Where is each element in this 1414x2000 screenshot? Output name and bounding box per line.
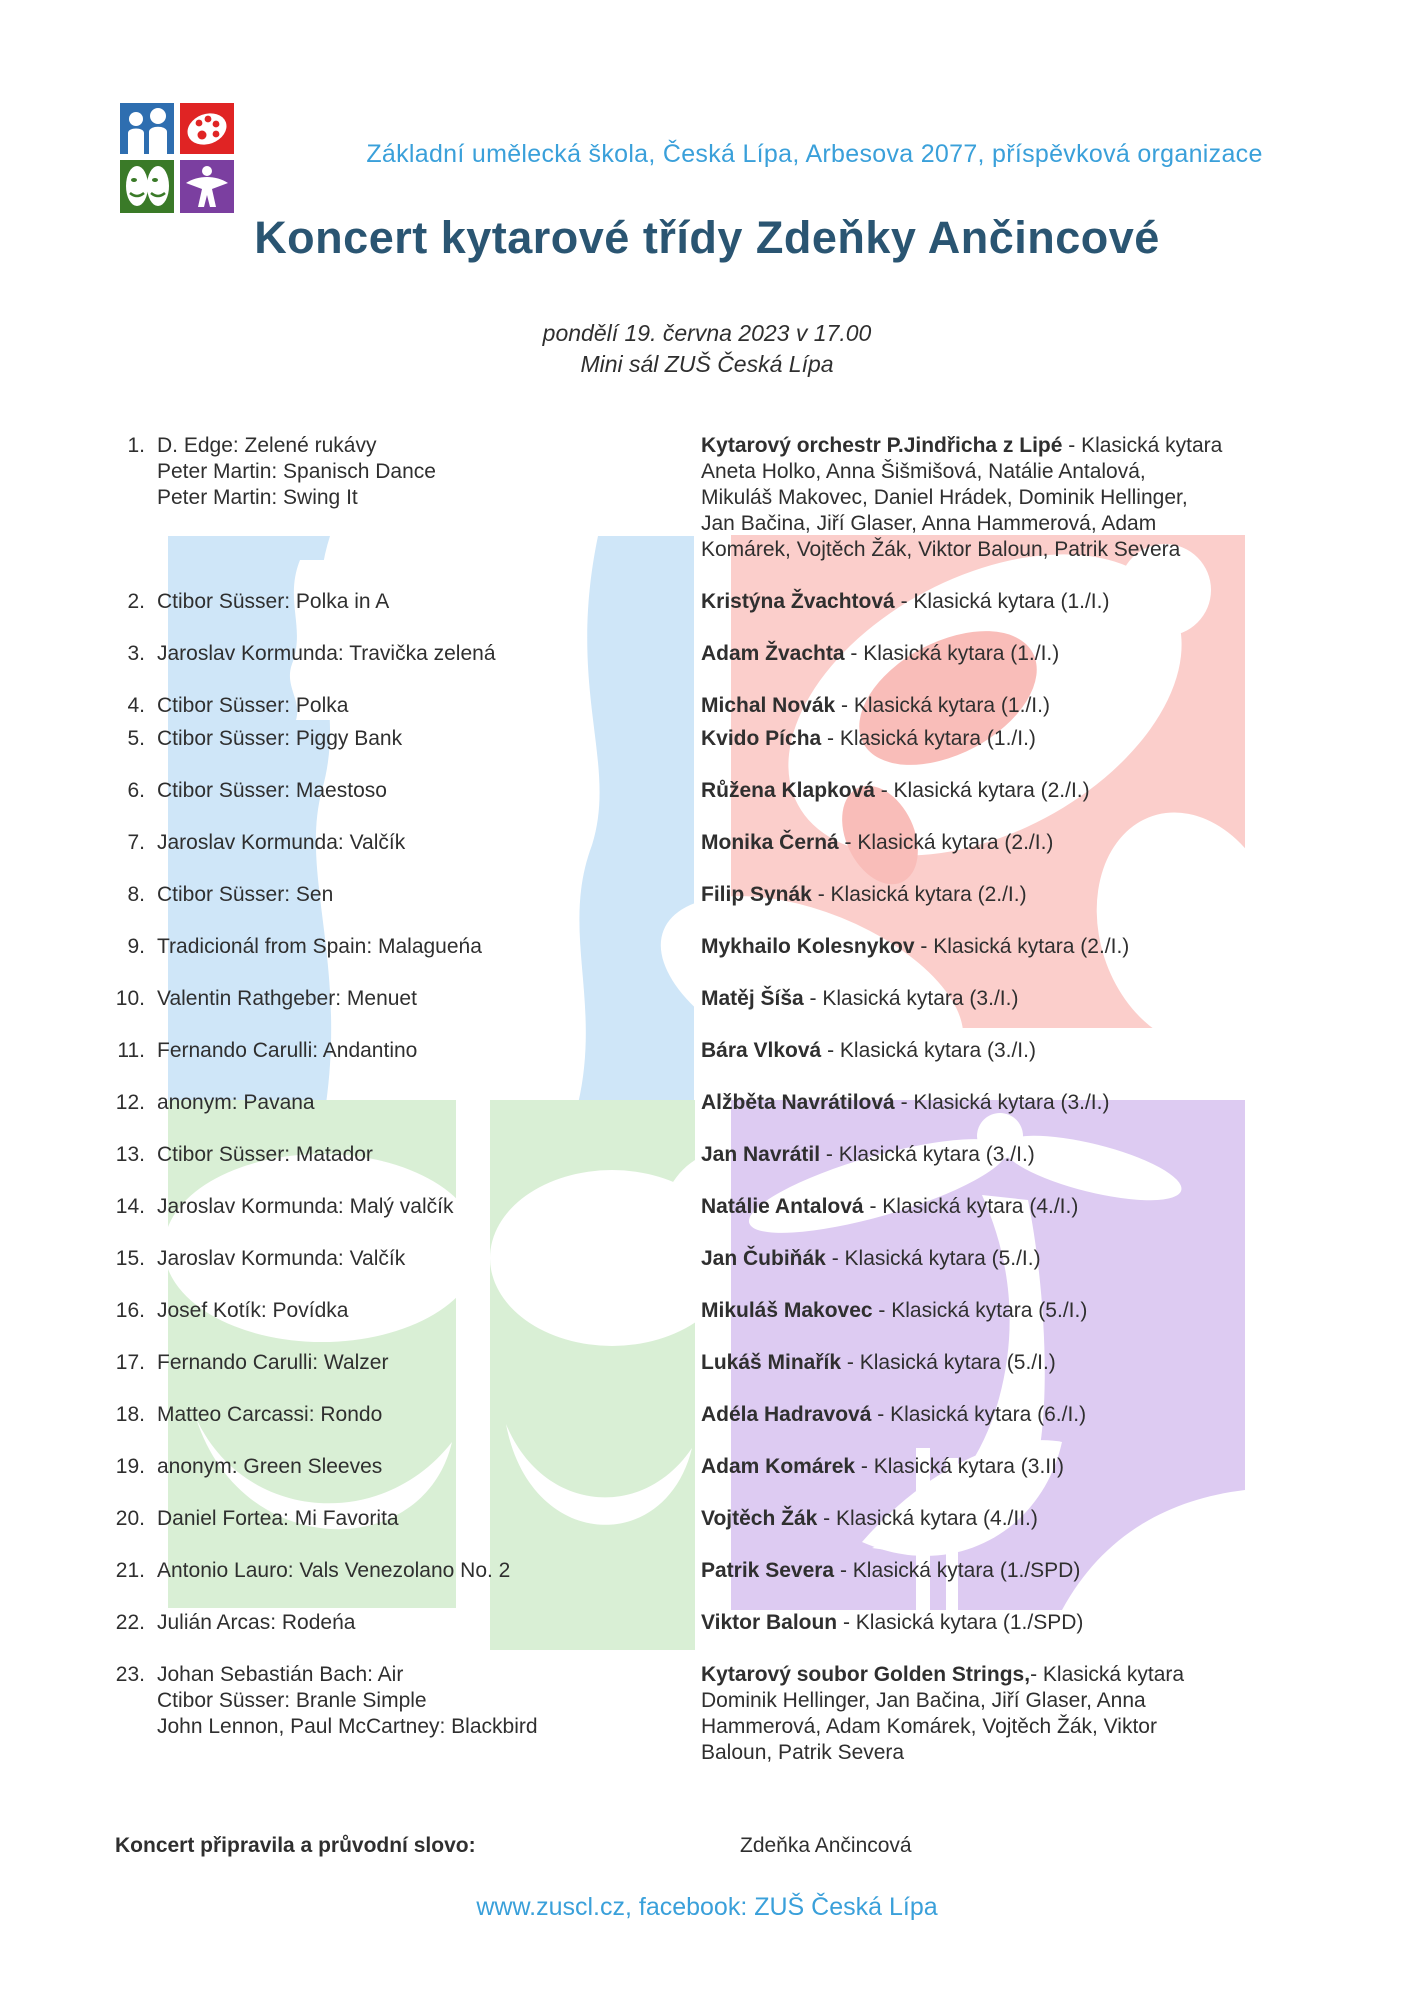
ensemble-members (701, 1688, 1241, 1766)
piece-title: Ctibor Süsser: Piggy Bank (157, 727, 403, 750)
performer-instrument: - Klasická kytara (1./SPD) (837, 1611, 1084, 1634)
program-item-left (115, 1350, 701, 1376)
performer-line (701, 1350, 1241, 1376)
performer-name: Matěj Šíša (701, 987, 804, 1010)
program-item-performer (701, 1662, 1241, 1766)
program-item-performer (701, 433, 1241, 563)
performer-name: Michal Novák (701, 694, 836, 717)
program-item (115, 433, 1305, 563)
program-item-performer (701, 726, 1241, 752)
program-item-performer (701, 1246, 1241, 1272)
program-list (115, 433, 1305, 1792)
performer-name: Monika Černá (701, 831, 839, 854)
performer-instrument: - Klasická kytara (2./I.) (838, 831, 1054, 854)
performer-instrument: - Klasická kytara (5./I.) (841, 1351, 1056, 1374)
program-item-number: 22. (115, 1611, 145, 1634)
program-item-left (115, 589, 701, 615)
performer-name: Adam Žvachta (701, 642, 845, 665)
performer-line (701, 641, 1241, 667)
performer-line (701, 1142, 1241, 1168)
program-item (115, 934, 1305, 960)
program-item-number: 23. (115, 1663, 145, 1686)
program-item-number: 13. (115, 1143, 145, 1166)
program-item-left (115, 693, 701, 719)
program-item-performer (701, 1610, 1241, 1636)
program-item-performer (701, 1038, 1241, 1064)
performer-instrument: - Klasická kytara (3./I.) (894, 1091, 1110, 1114)
program-item-pieces (157, 641, 496, 667)
performer-instrument: - Klasická kytara (1030, 1663, 1185, 1686)
program-item-number: 8. (127, 883, 145, 906)
program-item-pieces (157, 1038, 417, 1064)
program-item-left (115, 1142, 701, 1168)
program-item-left (115, 778, 701, 804)
performer-line (701, 778, 1241, 804)
performer-instrument: - Klasická kytara (1./I.) (894, 590, 1110, 613)
program-item-left (115, 934, 701, 960)
program-item (115, 1298, 1305, 1324)
program-item-left (115, 882, 701, 908)
program-item-performer (701, 934, 1241, 960)
program-item-number: 1. (127, 434, 145, 457)
performer-instrument: - Klasická kytara (2./I.) (914, 935, 1130, 958)
piece-title: Fernando Carulli: Andantino (157, 1039, 418, 1062)
piece-title: D. Edge: Zelené rukávy (157, 434, 377, 457)
program-item (115, 1506, 1305, 1532)
performer-line (701, 1610, 1241, 1636)
performer-line (701, 1090, 1241, 1116)
performer-name: Kristýna Žvachtová (701, 590, 895, 613)
program-item-performer (701, 882, 1241, 908)
performer-instrument: - Klasická kytara (2./I.) (811, 883, 1027, 906)
program-item (115, 1454, 1305, 1480)
program-item-number: 17. (115, 1351, 145, 1374)
program-item-left (115, 986, 701, 1012)
program-item-performer (701, 1454, 1241, 1480)
program-item-pieces (157, 693, 348, 719)
program-item-pieces (157, 1350, 388, 1376)
program-item (115, 726, 1305, 752)
piece-title: Ctibor Süsser: Sen (157, 883, 334, 906)
performer-line (701, 1454, 1241, 1480)
program-item-left (115, 1038, 701, 1064)
concert-venue: Mini sál ZUŠ Česká Lípa (580, 351, 834, 377)
logo-dance-tile (180, 160, 234, 213)
logo-drama-tile (120, 160, 174, 213)
program-item-pieces (157, 1246, 405, 1272)
program-item (115, 1662, 1305, 1766)
performer-line (701, 1038, 1241, 1064)
footer-credit-row (115, 1833, 912, 1859)
program-item-pieces (157, 778, 387, 804)
program-item-left (115, 1298, 701, 1324)
piece-title: Daniel Fortea: Mi Favorita (157, 1507, 399, 1530)
program-item-left (115, 1194, 701, 1220)
piece-title: Ctibor Süsser: Polka in A (157, 590, 390, 613)
program-item-number: 2. (127, 590, 145, 613)
program-item-number: 10. (115, 987, 145, 1010)
program-item (115, 986, 1305, 1012)
piece-title: Valentin Rathgeber: Menuet (157, 987, 417, 1010)
performer-line (701, 882, 1241, 908)
footer-credit-label: Koncert připravila a průvodní slovo: (115, 1834, 476, 1857)
program-item-performer (701, 1350, 1241, 1376)
logo-art-tile (180, 103, 234, 154)
performer-instrument: - Klasická kytara (1./SPD) (834, 1559, 1081, 1582)
program-item-number: 6. (127, 779, 145, 802)
program-item-pieces (157, 1454, 382, 1480)
program-item-pieces (157, 589, 389, 615)
performer-instrument: - Klasická kytara (3./I.) (820, 1143, 1035, 1166)
ensemble-members-line: Hammerová, Adam Komárek, Vojtěch Žák, Viktor (701, 1715, 1157, 1738)
performer-name: Mykhailo Kolesnykov (701, 935, 915, 958)
ensemble-members (701, 459, 1241, 563)
piece-title: Ctibor Süsser: Maestoso (157, 779, 387, 802)
piece-title: John Lennon, Paul McCartney: Blackbird (157, 1715, 538, 1738)
program-item (115, 1558, 1305, 1584)
program-item-number: 4. (127, 694, 145, 717)
performer-instrument: - Klasická kytara (5./I.) (825, 1247, 1041, 1270)
performer-instrument: - Klasická kytara (1062, 434, 1223, 457)
program-item-pieces (157, 1298, 348, 1324)
piece-title: Ctibor Süsser: Branle Simple (157, 1689, 427, 1712)
performer-line (701, 986, 1241, 1012)
program-item-performer (701, 1090, 1241, 1116)
logo-music-tile (120, 103, 174, 154)
piece-title: Ctibor Süsser: Matador (157, 1143, 373, 1166)
performer-name: Patrik Severa (701, 1559, 835, 1582)
performer-name: Bára Vlková (701, 1039, 822, 1062)
page-title: Koncert kytarové třídy Zdeňky Ančincové (254, 212, 1160, 263)
program-item-number: 15. (115, 1247, 145, 1270)
performer-line (701, 1402, 1241, 1428)
performer-line (701, 830, 1241, 856)
program-item-pieces (157, 1662, 538, 1740)
program-item (115, 1402, 1305, 1428)
program-item-number: 16. (115, 1299, 145, 1322)
program-item (115, 830, 1305, 856)
program-item-left (115, 1246, 701, 1272)
program-item-pieces (157, 1402, 382, 1428)
performer-name: Alžběta Navrátilová (701, 1091, 895, 1114)
performer-instrument: - Klasická kytara (6./I.) (871, 1403, 1087, 1426)
program-item-left (115, 726, 701, 752)
program-item-number: 7. (127, 831, 145, 854)
program-item (115, 589, 1305, 615)
piece-title: Antonio Lauro: Vals Venezolano No. 2 (157, 1559, 511, 1582)
program-item-pieces (157, 934, 482, 960)
ensemble-members-line: Baloun, Patrik Severa (701, 1741, 905, 1764)
performer-line (701, 589, 1241, 615)
program-item-left (115, 1558, 701, 1584)
performer-name: Kytarový soubor Golden Strings, (701, 1663, 1031, 1686)
program-item (115, 1090, 1305, 1116)
performer-instrument: - Klasická kytara (4./II.) (817, 1507, 1038, 1530)
program-item-performer (701, 1506, 1241, 1532)
performer-name: Viktor Baloun (701, 1611, 838, 1634)
program-item (115, 1194, 1305, 1220)
piece-title: Jaroslav Kormunda: Valčík (157, 1247, 406, 1270)
performer-line (701, 693, 1241, 719)
school-logo (120, 103, 234, 213)
program-item (115, 693, 1305, 719)
performer-instrument: - Klasická kytara (3./I.) (803, 987, 1019, 1010)
performer-line (701, 1558, 1241, 1584)
performer-name: Kvido Pícha (701, 727, 822, 750)
program-item-number: 12. (115, 1091, 145, 1114)
performer-instrument: - Klasická kytara (5./I.) (872, 1299, 1088, 1322)
program-item-number: 21. (115, 1559, 145, 1582)
footer-credit-name: Zdeňka Ančincová (740, 1834, 912, 1857)
performer-instrument: - Klasická kytara (3./I.) (821, 1039, 1036, 1062)
performer-name: Adam Komárek (701, 1455, 856, 1478)
performer-name: Růžena Klapková (701, 779, 875, 802)
program-item-left (115, 830, 701, 856)
performer-name: Lukáš Minařík (701, 1351, 842, 1374)
program-item-pieces (157, 1090, 315, 1116)
program-item (115, 1350, 1305, 1376)
website-link[interactable]: www.zuscl.cz, facebook: ZUŠ Česká Lípa (476, 1893, 938, 1921)
program-item (115, 1246, 1305, 1272)
program-item-performer (701, 589, 1241, 615)
performer-name: Filip Synák (701, 883, 812, 906)
program-item-left (115, 1090, 701, 1116)
piece-title: Peter Martin: Swing It (157, 486, 358, 509)
program-item (115, 1142, 1305, 1168)
performer-line (701, 1662, 1241, 1688)
piece-title: Johan Sebastián Bach: Air (157, 1663, 404, 1686)
piece-title: Ctibor Süsser: Polka (157, 694, 349, 717)
performer-instrument: - Klasická kytara (4./I.) (863, 1195, 1079, 1218)
program-item-number: 5. (127, 727, 145, 750)
piece-title: Josef Kotík: Povídka (157, 1299, 349, 1322)
piece-title: Fernando Carulli: Walzer (157, 1351, 389, 1374)
performer-line (701, 433, 1241, 459)
performer-name: Jan Čubiňák (701, 1247, 826, 1270)
performer-name: Adéla Hadravová (701, 1403, 872, 1426)
program-item (115, 882, 1305, 908)
program-item-number: 20. (115, 1507, 145, 1530)
program-item-number: 3. (127, 642, 145, 665)
program-item-performer (701, 1142, 1241, 1168)
piece-title: anonym: Green Sleeves (157, 1455, 383, 1478)
program-item-left (115, 433, 701, 563)
program-item-number: 19. (115, 1455, 145, 1478)
program-item-performer (701, 1558, 1241, 1584)
piece-title: Peter Martin: Spanisch Dance (157, 460, 436, 483)
ensemble-members-line: Aneta Holko, Anna Šišmišová, Natálie Antalová, (701, 460, 1146, 483)
program-item-pieces (157, 1610, 355, 1636)
program-item (115, 641, 1305, 667)
program-item-left (115, 1402, 701, 1428)
program-item-pieces (157, 986, 417, 1012)
program-item-pieces (157, 1558, 510, 1584)
program-item-performer (701, 641, 1241, 667)
performer-name: Mikuláš Makovec (701, 1299, 873, 1322)
performer-instrument: - Klasická kytara (1./I.) (835, 694, 1050, 717)
program-item-number: 14. (115, 1195, 145, 1218)
performer-line (701, 1506, 1241, 1532)
piece-title: Jaroslav Kormunda: Malý valčík (157, 1195, 454, 1218)
program-item-number: 18. (115, 1403, 145, 1426)
performer-name: Vojtěch Žák (701, 1507, 818, 1530)
program-item-performer (701, 1298, 1241, 1324)
program-item-pieces (157, 882, 333, 908)
performer-instrument: - Klasická kytara (2./I.) (874, 779, 1090, 802)
program-item-left (115, 1506, 701, 1532)
program-item-left (115, 1662, 701, 1766)
ensemble-members-line: Dominik Hellinger, Jan Bačina, Jiří Glaser, Anna (701, 1689, 1146, 1712)
program-item-pieces (157, 726, 402, 752)
program-item-pieces (157, 433, 436, 511)
program-item (115, 1610, 1305, 1636)
school-name-line: Základní umělecká škola, Česká Lípa, Arbesova 2077, příspěvková organizace (366, 140, 1263, 168)
piece-title: Jaroslav Kormunda: Valčík (157, 831, 406, 854)
program-item-pieces (157, 830, 405, 856)
piece-title: Jaroslav Kormunda: Travička zelená (157, 642, 496, 665)
program-item-left (115, 1610, 701, 1636)
program-item-performer (701, 1194, 1241, 1220)
performer-line (701, 1246, 1241, 1272)
ensemble-members-line: Komárek, Vojtěch Žák, Viktor Baloun, Patrik Severa (701, 538, 1181, 561)
program-item-left (115, 1454, 701, 1480)
performer-name: Jan Navrátil (701, 1143, 821, 1166)
program-item-performer (701, 693, 1241, 719)
ensemble-members-line: Jan Bačina, Jiří Glaser, Anna Hammerová, Adam (701, 512, 1157, 535)
performer-instrument: - Klasická kytara (3.II) (855, 1455, 1064, 1478)
program-item-performer (701, 1402, 1241, 1428)
concert-date: pondělí 19. června 2023 v 17.00 (542, 320, 872, 346)
piece-title: Tradicionál from Spain: Malagueńa (157, 935, 482, 958)
performer-name: Natálie Antalová (701, 1195, 864, 1218)
program-item-number: 11. (117, 1039, 145, 1062)
program-item-pieces (157, 1506, 399, 1532)
performer-line (701, 1194, 1241, 1220)
program-item (115, 778, 1305, 804)
performer-instrument: - Klasická kytara (1./I.) (844, 642, 1060, 665)
program-item-pieces (157, 1142, 373, 1168)
performer-line (701, 726, 1241, 752)
performer-line (701, 1298, 1241, 1324)
program-item-performer (701, 986, 1241, 1012)
program-item-left (115, 641, 701, 667)
performer-instrument: - Klasická kytara (1./I.) (821, 727, 1036, 750)
piece-title: Julián Arcas: Rodeńa (157, 1611, 356, 1634)
piece-title: anonym: Pavana (157, 1091, 315, 1114)
program-item-pieces (157, 1194, 453, 1220)
program-item-performer (701, 830, 1241, 856)
program-item (115, 1038, 1305, 1064)
program-item-number: 9. (127, 935, 145, 958)
program-item-performer (701, 778, 1241, 804)
piece-title: Matteo Carcassi: Rondo (157, 1403, 383, 1426)
ensemble-members-line: Mikuláš Makovec, Daniel Hrádek, Dominik Hellinger, (701, 486, 1188, 509)
performer-line (701, 934, 1241, 960)
performer-name: Kytarový orchestr P.Jindřicha z Lipé (701, 434, 1063, 457)
